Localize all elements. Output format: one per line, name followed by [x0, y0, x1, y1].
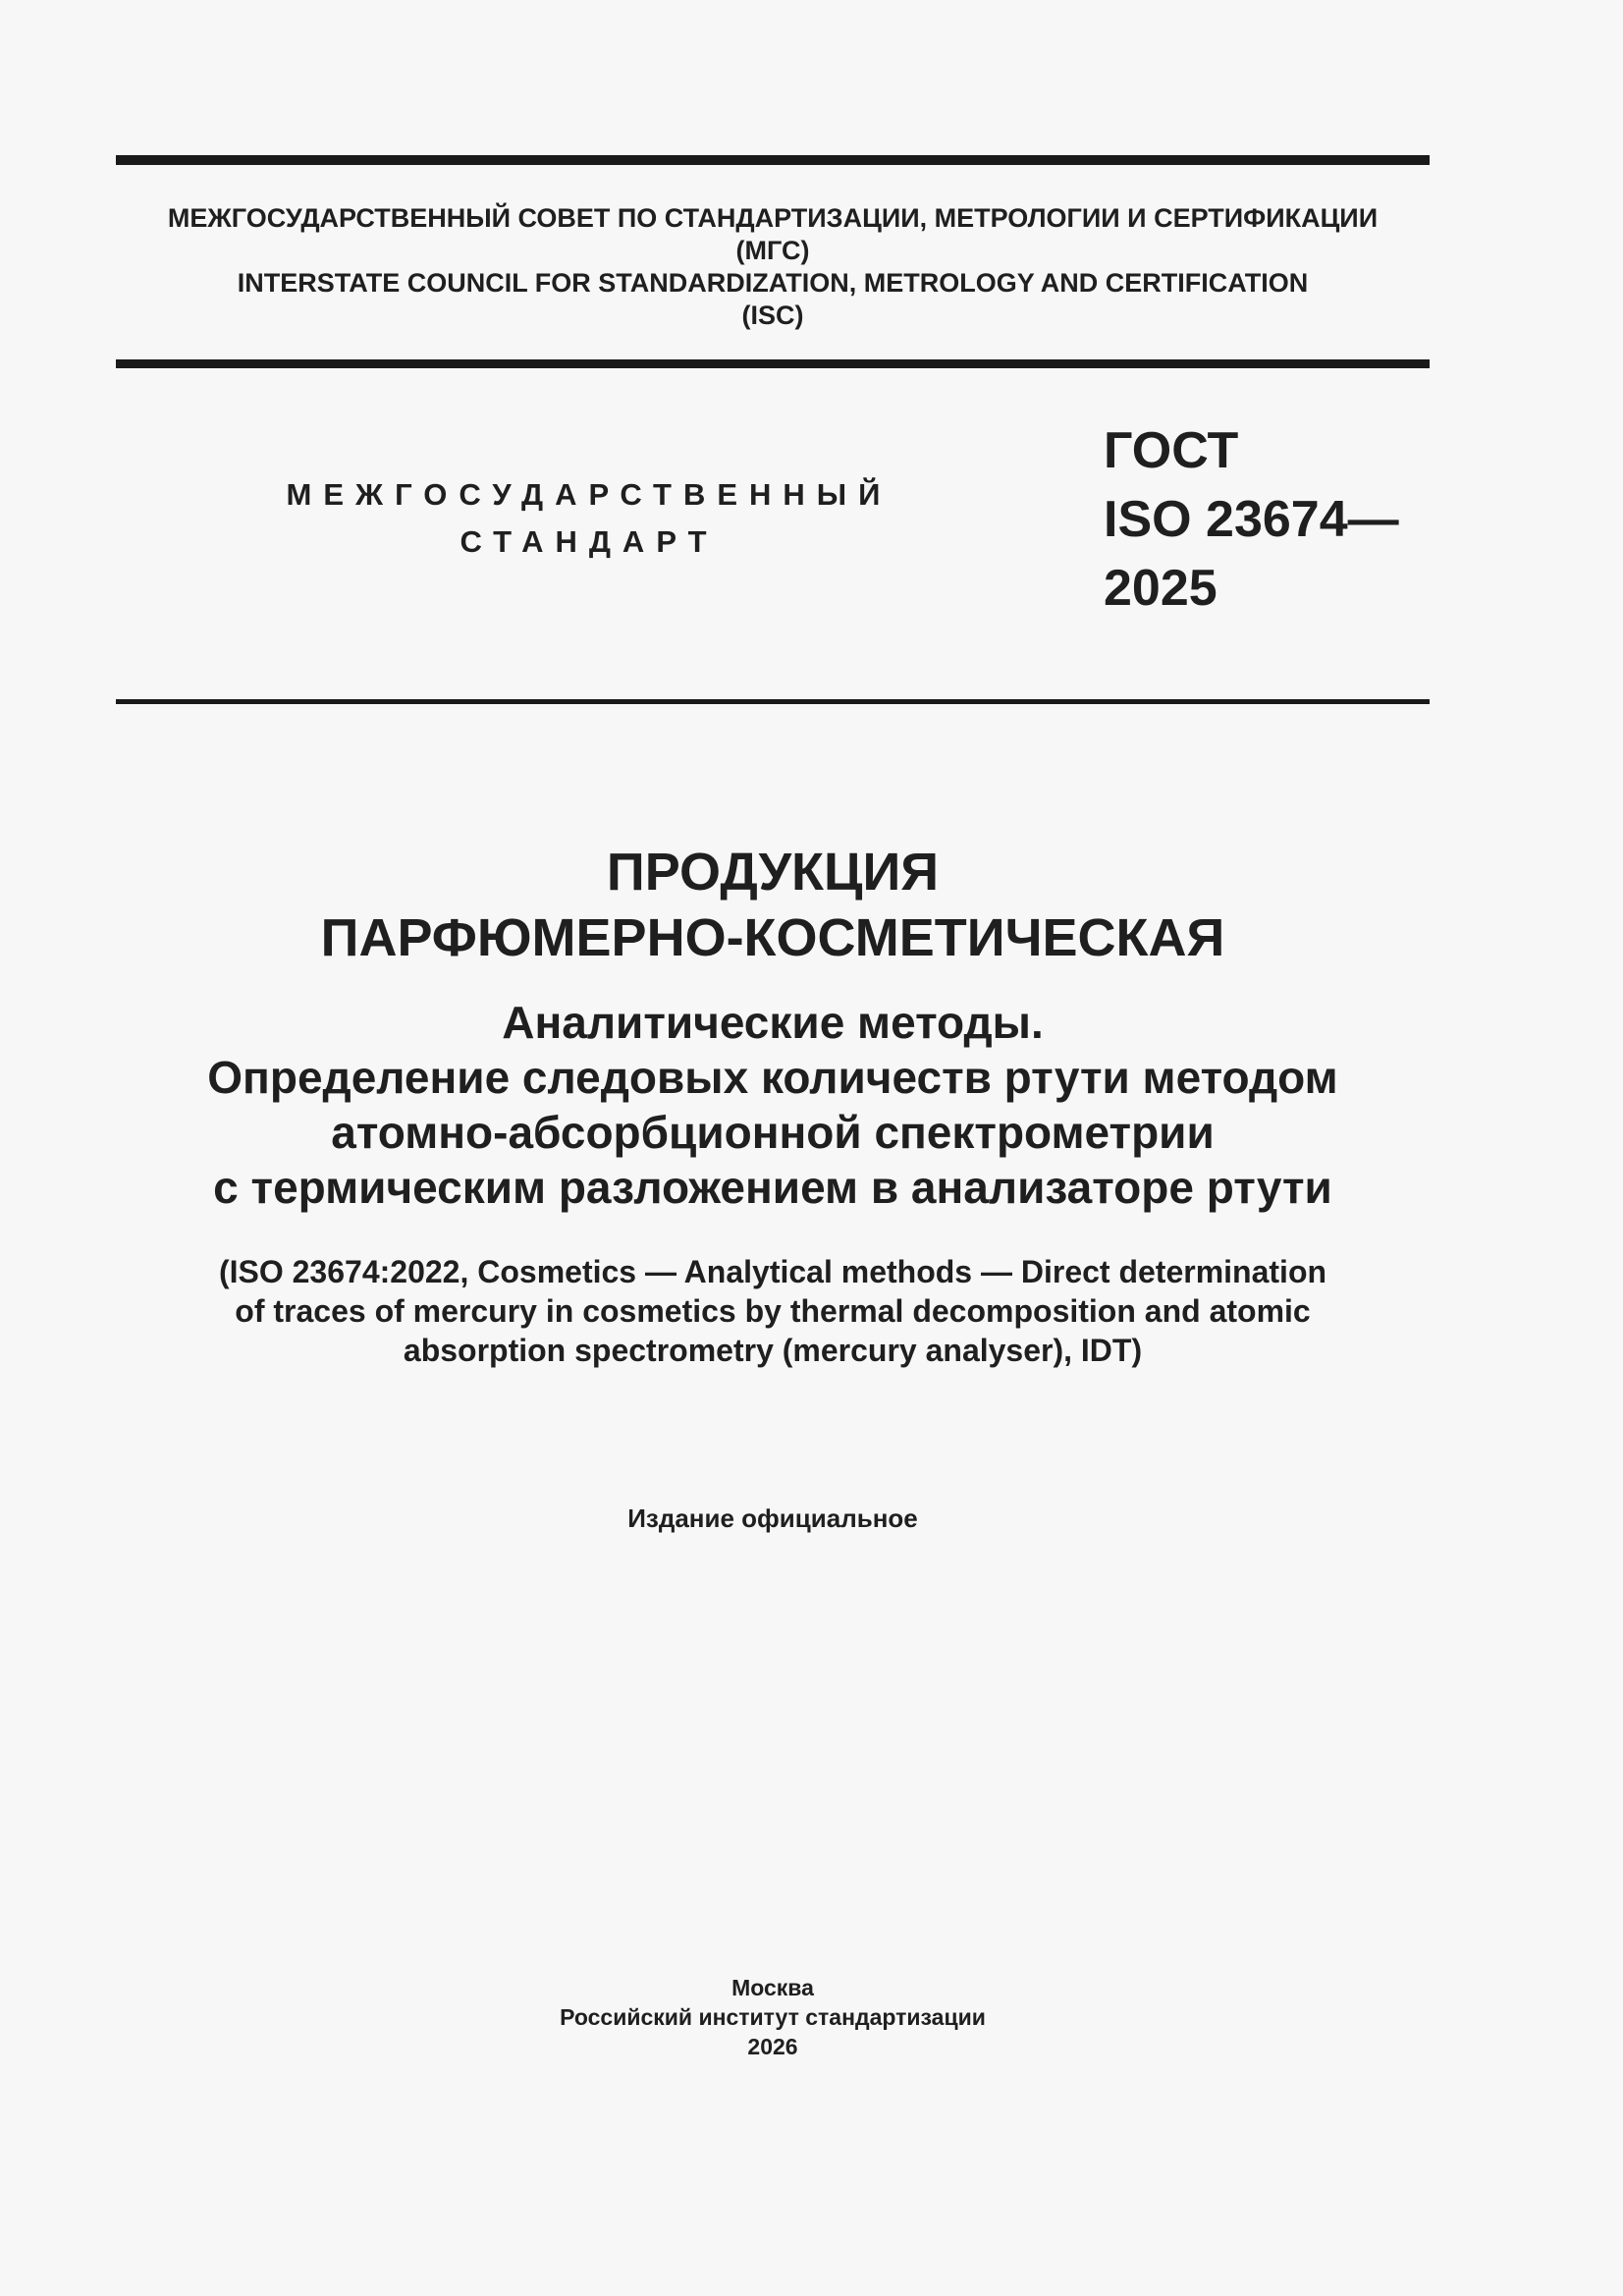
council-name-en: INTERSTATE COUNCIL FOR STANDARDIZATION, METROLOGY AND CERTIFICATION: [237, 268, 1309, 298]
designation-line1: ГОСТ: [1104, 422, 1239, 479]
imprint-publisher: Российский институт стандартизации: [560, 2004, 986, 2030]
header-rule: [116, 359, 1430, 368]
sub-title-line: атомно-абсорбционной спектрометрии: [331, 1107, 1215, 1158]
imprint-year: 2026: [747, 2034, 798, 2059]
top-rule: [116, 155, 1430, 165]
sub-title: [116, 995, 1430, 1215]
council-abbr-ru: (МГС): [735, 236, 810, 265]
title-block: [116, 840, 1430, 1370]
sub-title-line: Аналитические методы.: [502, 997, 1044, 1048]
main-title: [116, 840, 1430, 971]
council-abbr-en: (ISC): [741, 301, 804, 330]
main-title-line: ПРОДУКЦИЯ: [606, 843, 940, 902]
standard-type-line1: МЕЖГОСУДАРСТВЕННЫЙ: [286, 477, 893, 512]
designation-rule: [116, 699, 1430, 704]
council-header: [116, 202, 1430, 332]
edition-label: Издание официальное: [627, 1503, 918, 1533]
imprint-city: Москва: [731, 1975, 814, 2000]
intl-ref-line: (ISO 23674:2022, Cosmetics — Analytical methods — Direct determination: [218, 1254, 1327, 1289]
international-reference: [116, 1252, 1430, 1370]
standard-designation: [1104, 416, 1399, 623]
standard-type-line2: СТАНДАРТ: [460, 524, 719, 559]
sub-title-line: Определение следовых количеств ртути методом: [207, 1052, 1338, 1103]
main-title-line: ПАРФЮМЕРНО-КОСМЕТИЧЕСКАЯ: [320, 908, 1225, 967]
sub-title-line: с термическим разложением в анализаторе ртути: [213, 1162, 1332, 1213]
standard-type: [255, 471, 923, 566]
designation-line2: ISO 23674—: [1104, 491, 1399, 548]
intl-ref-line: absorption spectrometry (mercury analyser), IDT): [403, 1333, 1143, 1368]
council-name-ru: МЕЖГОСУДАРСТВЕННЫЙ СОВЕТ ПО СТАНДАРТИЗАЦИИ, МЕТРОЛОГИИ И СЕРТИФИКАЦИИ: [167, 203, 1379, 233]
designation-line3: 2025: [1104, 560, 1217, 617]
imprint: [116, 1973, 1430, 2061]
intl-ref-line: of traces of mercury in cosmetics by thermal decomposition and atomic: [235, 1293, 1311, 1329]
